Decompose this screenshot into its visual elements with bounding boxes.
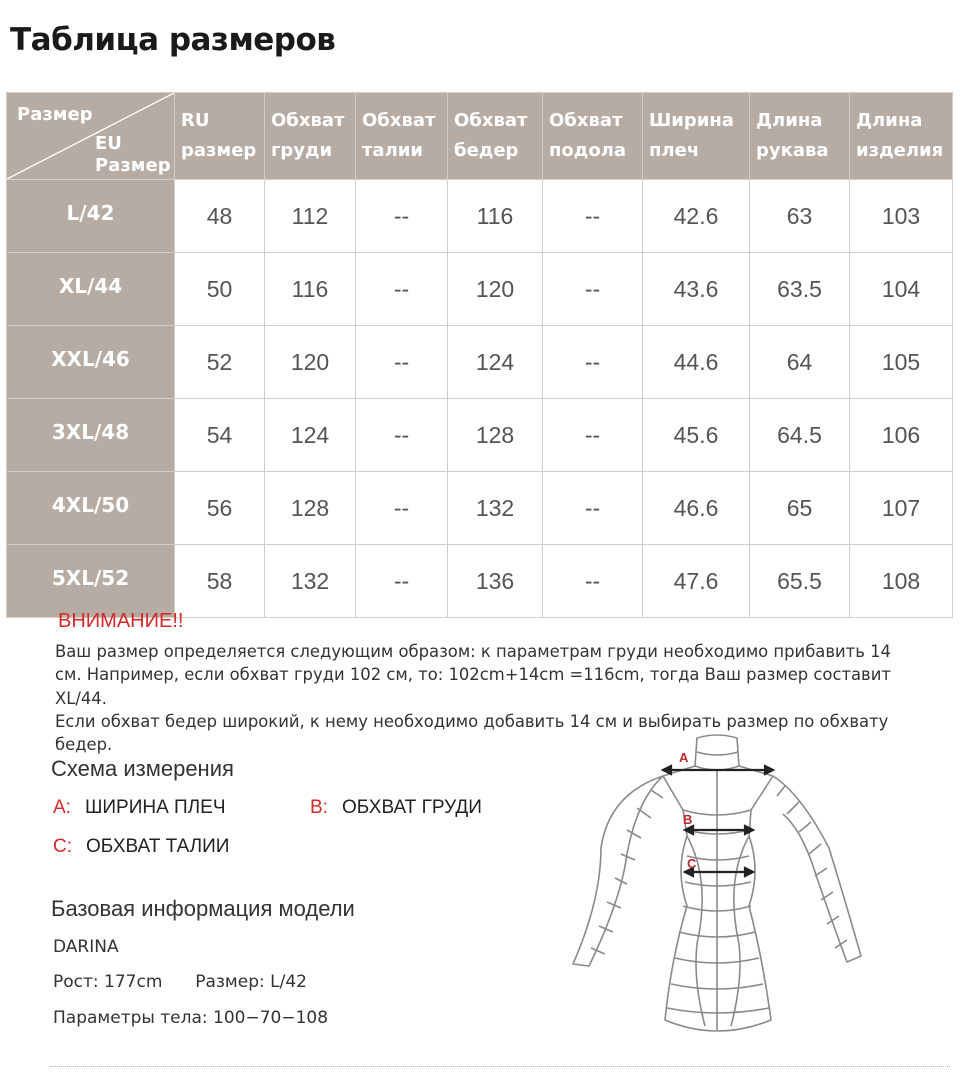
header-line: Обхват: [454, 110, 528, 131]
table-corner-cell: [7, 93, 175, 180]
size-value: L/42: [270, 972, 307, 992]
table-row: [7, 472, 953, 545]
header-line: Обхват: [362, 110, 436, 131]
cell-chest: 132: [265, 545, 356, 618]
measure-label: ШИРИНА ПЛЕЧ: [84, 797, 226, 818]
size-label-cell: 3XL/48: [7, 399, 175, 472]
cell-shoulder-width: 46.6: [643, 472, 750, 545]
header-shoulder-width: [643, 93, 750, 180]
model-height-size: [53, 972, 307, 992]
cell-waist: --: [356, 399, 448, 472]
bottom-divider: [50, 1066, 950, 1067]
warning-line: см. Например, если обхват груди 102 см, то: 102cm+14cm =116cm, тогда Ваш размер составит XL/44.: [55, 665, 891, 708]
cell-hips: 136: [448, 545, 543, 618]
model-info-title: Базовая информация модели: [51, 896, 355, 921]
cell-shoulder-width: 43.6: [643, 253, 750, 326]
model-params: [53, 1008, 328, 1028]
size-label-cell: XXL/46: [7, 326, 175, 399]
header-line: Ширина: [649, 110, 734, 131]
size-label-cell: 4XL/50: [7, 472, 175, 545]
cell-hips: 128: [448, 399, 543, 472]
warning-title: ВНИМАНИЕ!!: [58, 610, 184, 632]
measure-item-b: [310, 797, 482, 819]
corner-label-size: Размер: [17, 104, 93, 125]
diagram-label-c: C: [687, 856, 697, 871]
cell-chest: 124: [265, 399, 356, 472]
header-line: бедер: [454, 140, 519, 161]
table-body: [7, 180, 953, 618]
cell-shoulder-width: 47.6: [643, 545, 750, 618]
cell-ru-size: 56: [175, 472, 265, 545]
cell-item-length: 107: [850, 472, 953, 545]
cell-hem: --: [543, 545, 643, 618]
corner-label-eu-size: [95, 133, 171, 177]
cell-shoulder-width: 42.6: [643, 180, 750, 253]
cell-item-length: 108: [850, 545, 953, 618]
cell-chest: 120: [265, 326, 356, 399]
header-line: плеч: [649, 140, 700, 161]
height-label: Рост:: [53, 972, 99, 992]
jacket-measurement-diagram: [565, 730, 865, 1040]
cell-ru-size: 48: [175, 180, 265, 253]
cell-shoulder-width: 45.6: [643, 399, 750, 472]
warning-line: Если обхват бедер широкий, к нему необходимо добавить 14 см и выбирать размер по обхвату: [55, 711, 889, 731]
size-label-cell: XL/44: [7, 253, 175, 326]
corner-label-eu: EU: [95, 133, 122, 154]
cell-waist: --: [356, 326, 448, 399]
cell-item-length: 105: [850, 326, 953, 399]
table-row: [7, 326, 953, 399]
cell-hips: 124: [448, 326, 543, 399]
header-line: подола: [549, 140, 627, 161]
header-hem: [543, 93, 643, 180]
measure-item-c: [53, 836, 229, 858]
cell-item-length: 103: [850, 180, 953, 253]
header-line: груди: [271, 140, 333, 161]
size-chart-table: [6, 92, 953, 618]
header-line: размер: [181, 140, 257, 161]
header-line: изделия: [856, 140, 944, 161]
cell-item-length: 106: [850, 399, 953, 472]
diagram-label-b: B: [683, 812, 693, 827]
size-label: Размер:: [195, 972, 265, 992]
cell-hips: 120: [448, 253, 543, 326]
cell-sleeve-length: 63.5: [750, 253, 850, 326]
cell-ru-size: 52: [175, 326, 265, 399]
measure-key: B:: [310, 797, 328, 818]
header-line: Длина: [756, 110, 823, 131]
header-line: талии: [362, 140, 423, 161]
table-row: [7, 545, 953, 618]
header-line: Обхват: [271, 110, 345, 131]
table-row: [7, 399, 953, 472]
header-line: Длина: [856, 110, 923, 131]
cell-item-length: 104: [850, 253, 953, 326]
warning-line: Ваш размер определяется следующим образом: к параметрам груди необходимо прибавить 14: [55, 642, 891, 661]
measure-key: A:: [53, 797, 71, 818]
cell-hem: --: [543, 399, 643, 472]
table-row: [7, 180, 953, 253]
header-sleeve-length: [750, 93, 850, 180]
cell-ru-size: 54: [175, 399, 265, 472]
table-header-row: [7, 93, 953, 180]
corner-label-razmer: Размер: [95, 155, 171, 176]
measure-label: ОБХВАТ ГРУДИ: [341, 797, 482, 818]
header-ru-size: [175, 93, 265, 180]
cell-sleeve-length: 65.5: [750, 545, 850, 618]
cell-waist: --: [356, 253, 448, 326]
warning-line: бедер.: [55, 735, 113, 755]
cell-waist: --: [356, 545, 448, 618]
cell-waist: --: [356, 472, 448, 545]
header-chest: [265, 93, 356, 180]
cell-chest: 128: [265, 472, 356, 545]
cell-chest: 112: [265, 180, 356, 253]
header-hips: [448, 93, 543, 180]
params-label: Параметры тела:: [53, 1008, 208, 1028]
diagram-label-a: A: [679, 750, 689, 765]
table-row: [7, 253, 953, 326]
cell-hem: --: [543, 180, 643, 253]
size-label-cell: 5XL/52: [7, 545, 175, 618]
measure-item-a: [53, 797, 226, 819]
height-value: 177cm: [104, 972, 163, 992]
cell-sleeve-length: 65: [750, 472, 850, 545]
header-line: Обхват: [549, 110, 623, 131]
measure-label: ОБХВАТ ТАЛИИ: [86, 836, 230, 857]
cell-hem: --: [543, 326, 643, 399]
cell-shoulder-width: 44.6: [643, 326, 750, 399]
cell-sleeve-length: 63: [750, 180, 850, 253]
cell-sleeve-length: 64: [750, 326, 850, 399]
page-title: Таблица размеров: [10, 22, 336, 58]
model-name: DARINA: [53, 937, 119, 957]
header-line: RU: [181, 110, 210, 131]
scheme-title: Схема измерения: [51, 756, 234, 781]
cell-ru-size: 50: [175, 253, 265, 326]
cell-hem: --: [543, 253, 643, 326]
header-line: рукава: [756, 140, 829, 161]
cell-chest: 116: [265, 253, 356, 326]
cell-hem: --: [543, 472, 643, 545]
size-label-cell: L/42: [7, 180, 175, 253]
params-value: 100−70−108: [213, 1008, 329, 1028]
measure-key: C:: [53, 836, 72, 857]
cell-hips: 116: [448, 180, 543, 253]
cell-sleeve-length: 64.5: [750, 399, 850, 472]
header-waist: [356, 93, 448, 180]
cell-ru-size: 58: [175, 545, 265, 618]
cell-hips: 132: [448, 472, 543, 545]
header-item-length: [850, 93, 953, 180]
cell-waist: --: [356, 180, 448, 253]
